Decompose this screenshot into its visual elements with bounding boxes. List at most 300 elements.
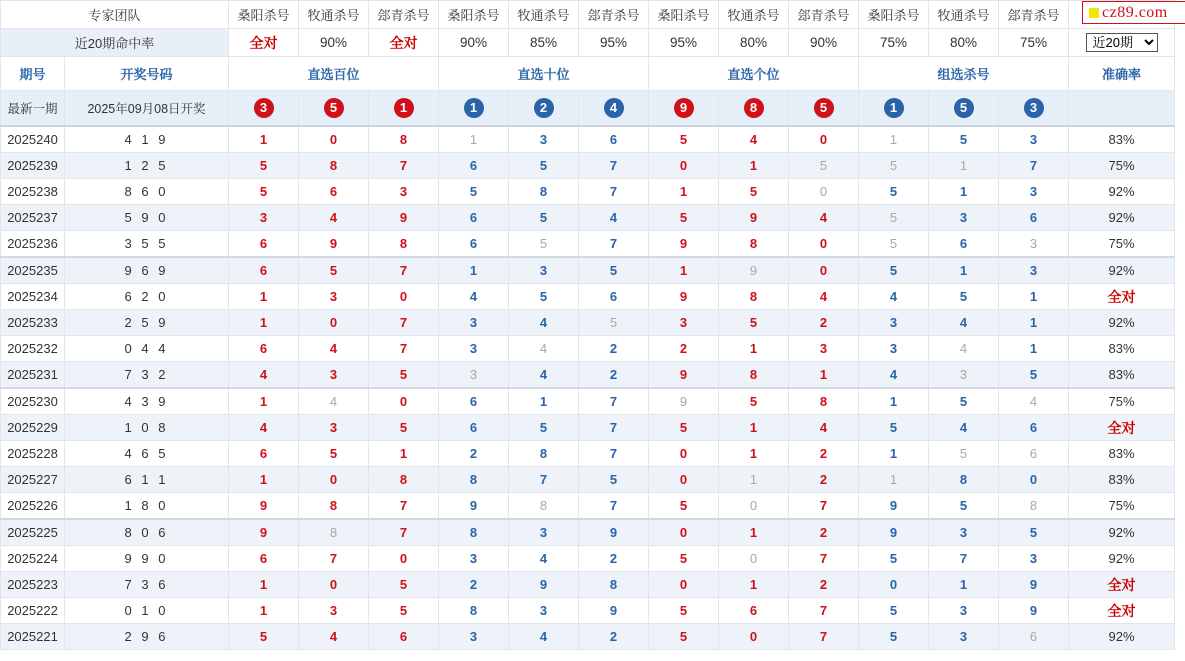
- kill-number: 7: [399, 341, 408, 356]
- kill-number: 9: [259, 525, 268, 540]
- kill-number: 5: [889, 420, 898, 435]
- kill-number: 0: [679, 472, 688, 487]
- issue-number: 2025225: [1, 519, 65, 546]
- kill-number: 1: [959, 158, 968, 173]
- draw-numbers: 7 3 2: [65, 362, 229, 389]
- kill-cell: [719, 153, 789, 179]
- issue-number: 2025229: [1, 415, 65, 441]
- kill-cell: [859, 336, 929, 362]
- kill-cell: [789, 205, 859, 231]
- kill-cell: [299, 572, 369, 598]
- kill-cell: [299, 336, 369, 362]
- expert-name[interactable]: 桑阳杀号: [649, 1, 719, 29]
- kill-number: 5: [1029, 525, 1038, 540]
- issue-number: 2025236: [1, 231, 65, 258]
- kill-number: 0: [329, 132, 338, 147]
- kill-number: 1: [259, 472, 268, 487]
- kill-cell: [369, 310, 439, 336]
- kill-number: 2: [469, 577, 478, 592]
- draw-numbers: 1 0 8: [65, 415, 229, 441]
- draw-numbers: 2 9 6: [65, 624, 229, 650]
- latest-pick-cell: [789, 91, 859, 127]
- kill-cell: [649, 467, 719, 493]
- table-row: [1, 415, 1175, 441]
- kill-cell: [439, 519, 509, 546]
- kill-cell: [299, 598, 369, 624]
- kill-cell: [999, 126, 1069, 153]
- kill-cell: [929, 493, 999, 520]
- kill-cell: [369, 467, 439, 493]
- kill-cell: [579, 179, 649, 205]
- accuracy-value: 全对: [1069, 598, 1175, 624]
- kill-cell: [929, 126, 999, 153]
- kill-number: 7: [539, 472, 548, 487]
- kill-number: 8: [399, 472, 408, 487]
- kill-cell: [719, 546, 789, 572]
- kill-number: 6: [469, 420, 478, 435]
- kill-number: 7: [399, 498, 408, 513]
- kill-number: 7: [819, 603, 828, 618]
- kill-cell: [229, 441, 299, 467]
- kill-cell: [789, 572, 859, 598]
- pick-ball: 1: [394, 98, 414, 118]
- kill-number: 4: [819, 420, 828, 435]
- kill-number: 9: [469, 498, 478, 513]
- kill-number: 1: [959, 577, 968, 592]
- kill-cell: [649, 519, 719, 546]
- pick-ball: 1: [884, 98, 904, 118]
- expert-name[interactable]: 桑阳杀号: [229, 1, 299, 29]
- hit-rate-row: [1, 29, 1175, 57]
- kill-cell: [579, 441, 649, 467]
- kill-number: 8: [329, 498, 338, 513]
- kill-number: 9: [679, 236, 688, 251]
- latest-pick-cell: [509, 91, 579, 127]
- kill-number: 1: [259, 132, 268, 147]
- kill-cell: [229, 310, 299, 336]
- kill-cell: [439, 546, 509, 572]
- issue-number: 2025233: [1, 310, 65, 336]
- kill-number: 1: [959, 184, 968, 199]
- kill-cell: [859, 546, 929, 572]
- kill-cell: [579, 284, 649, 310]
- latest-pick-cell: [369, 91, 439, 127]
- kill-cell: [859, 572, 929, 598]
- kill-number: 7: [329, 551, 338, 566]
- pick-ball: 8: [744, 98, 764, 118]
- expert-hit-rate: 全对: [369, 29, 439, 57]
- kill-number: 6: [749, 603, 758, 618]
- kill-number: 6: [469, 210, 478, 225]
- kill-number: 8: [539, 446, 548, 461]
- kill-cell: [369, 493, 439, 520]
- kill-number: 5: [959, 289, 968, 304]
- kill-cell: [439, 179, 509, 205]
- kill-number: 6: [469, 236, 478, 251]
- expert-hit-rate: 80%: [929, 29, 999, 57]
- kill-number: 2: [819, 315, 828, 330]
- expert-name[interactable]: 郐青杀号: [999, 1, 1069, 29]
- kill-cell: [859, 231, 929, 258]
- kill-cell: [509, 231, 579, 258]
- kill-cell: [369, 546, 439, 572]
- expert-name[interactable]: 牧通杀号: [509, 1, 579, 29]
- kill-cell: [579, 126, 649, 153]
- kill-cell: [649, 126, 719, 153]
- kill-cell: [929, 310, 999, 336]
- kill-number: 5: [889, 629, 898, 644]
- kill-number: 3: [539, 263, 548, 278]
- kill-cell: [999, 493, 1069, 520]
- draw-numbers: 0 1 0: [65, 598, 229, 624]
- issue-column-header: 期号: [1, 57, 65, 91]
- kill-cell: [369, 598, 439, 624]
- kill-number: 4: [329, 394, 338, 409]
- kill-number: 4: [959, 315, 968, 330]
- draw-numbers: 4 1 9: [65, 126, 229, 153]
- logo-text: cz89.com: [1102, 3, 1168, 21]
- kill-cell: [509, 546, 579, 572]
- kill-number: 5: [959, 498, 968, 513]
- accuracy-value: 92%: [1069, 179, 1175, 205]
- kill-number: 6: [469, 394, 478, 409]
- kill-cell: [229, 598, 299, 624]
- accuracy-value: 83%: [1069, 126, 1175, 153]
- kill-cell: [299, 546, 369, 572]
- kill-cell: [859, 284, 929, 310]
- kill-cell: [509, 624, 579, 650]
- kill-number: 0: [679, 158, 688, 173]
- kill-number: 5: [679, 420, 688, 435]
- kill-number: 2: [609, 341, 618, 356]
- kill-number: 0: [749, 551, 758, 566]
- kill-number: 3: [1029, 263, 1038, 278]
- kill-cell: [299, 231, 369, 258]
- kill-number: 6: [1029, 446, 1038, 461]
- kill-number: 1: [749, 446, 758, 461]
- kill-cell: [649, 205, 719, 231]
- expert-name[interactable]: 牧通杀号: [719, 1, 789, 29]
- kill-number: 9: [1029, 603, 1038, 618]
- kill-cell: [439, 284, 509, 310]
- kill-number: 3: [679, 315, 688, 330]
- expert-name[interactable]: 桑阳杀号: [859, 1, 929, 29]
- kill-cell: [369, 519, 439, 546]
- kill-number: 3: [469, 367, 478, 382]
- kill-number: 1: [1029, 315, 1038, 330]
- expert-hit-rate: 95%: [649, 29, 719, 57]
- kill-cell: [439, 153, 509, 179]
- kill-number: 5: [959, 394, 968, 409]
- kill-number: 0: [1029, 472, 1038, 487]
- kill-number: 7: [399, 315, 408, 330]
- kill-number: 0: [679, 446, 688, 461]
- kill-cell: [579, 336, 649, 362]
- kill-cell: [649, 231, 719, 258]
- expert-name[interactable]: 郐青杀号: [579, 1, 649, 29]
- kill-number: 6: [609, 132, 618, 147]
- kill-cell: [649, 598, 719, 624]
- kill-cell: [859, 598, 929, 624]
- latest-pick-cell: [649, 91, 719, 127]
- kill-number: 6: [259, 341, 268, 356]
- draw-numbers: 5 9 0: [65, 205, 229, 231]
- kill-number: 3: [959, 210, 968, 225]
- kill-cell: [299, 126, 369, 153]
- kill-number: 8: [959, 472, 968, 487]
- kill-cell: [649, 493, 719, 520]
- kill-number: 1: [469, 263, 478, 278]
- kill-cell: [439, 415, 509, 441]
- kill-number: 1: [889, 394, 898, 409]
- accuracy-value: 75%: [1069, 388, 1175, 415]
- accuracy-value: 75%: [1069, 493, 1175, 520]
- kill-number: 4: [539, 341, 548, 356]
- kill-cell: [369, 336, 439, 362]
- kill-number: 6: [259, 551, 268, 566]
- expert-name[interactable]: 郐青杀号: [789, 1, 859, 29]
- issue-number: 2025227: [1, 467, 65, 493]
- kill-cell: [999, 467, 1069, 493]
- kill-number: 3: [889, 341, 898, 356]
- kill-cell: [929, 231, 999, 258]
- expert-name[interactable]: 牧通杀号: [299, 1, 369, 29]
- kill-number: 0: [399, 551, 408, 566]
- kill-number: 7: [609, 236, 618, 251]
- latest-accuracy-cell: [1069, 91, 1175, 127]
- kill-cell: [649, 388, 719, 415]
- pick-ball: 2: [534, 98, 554, 118]
- kill-number: 2: [609, 629, 618, 644]
- kill-cell: [649, 572, 719, 598]
- kill-cell: [719, 284, 789, 310]
- kill-number: 8: [469, 603, 478, 618]
- draw-numbers: 4 3 9: [65, 388, 229, 415]
- kill-number: 7: [399, 525, 408, 540]
- kill-cell: [299, 624, 369, 650]
- draw-numbers: 0 4 4: [65, 336, 229, 362]
- kill-cell: [719, 441, 789, 467]
- kill-cell: [719, 336, 789, 362]
- kill-cell: [789, 179, 859, 205]
- kill-cell: [719, 598, 789, 624]
- kill-number: 4: [259, 367, 268, 382]
- kill-number: 9: [889, 525, 898, 540]
- kill-number: 3: [1029, 184, 1038, 199]
- expert-name[interactable]: 牧通杀号: [929, 1, 999, 29]
- kill-number: 5: [399, 420, 408, 435]
- issue-number: 2025239: [1, 153, 65, 179]
- kill-number: 9: [749, 263, 758, 278]
- pick-ball: 3: [254, 98, 274, 118]
- kill-number: 8: [469, 472, 478, 487]
- kill-number: 4: [329, 210, 338, 225]
- kill-cell: [719, 257, 789, 284]
- kill-number: 3: [469, 629, 478, 644]
- kill-cell: [719, 519, 789, 546]
- kill-cell: [509, 598, 579, 624]
- kill-number: 3: [539, 603, 548, 618]
- kill-number: 8: [399, 132, 408, 147]
- kill-cell: [369, 624, 439, 650]
- kill-cell: [509, 493, 579, 520]
- kill-number: 2: [609, 551, 618, 566]
- kill-cell: [439, 624, 509, 650]
- draw-numbers: 6 1 1: [65, 467, 229, 493]
- kill-cell: [649, 257, 719, 284]
- kill-cell: [229, 153, 299, 179]
- latest-pick-cell: [859, 91, 929, 127]
- kill-cell: [999, 415, 1069, 441]
- kill-cell: [929, 336, 999, 362]
- table-row: [1, 284, 1175, 310]
- table-row: [1, 624, 1175, 650]
- kill-number: 8: [749, 367, 758, 382]
- kill-number: 5: [749, 184, 758, 199]
- kill-cell: [999, 598, 1069, 624]
- table-row: [1, 519, 1175, 546]
- kill-number: 5: [609, 472, 618, 487]
- kill-number: 6: [1029, 629, 1038, 644]
- kill-number: 5: [679, 603, 688, 618]
- accuracy-value: 92%: [1069, 624, 1175, 650]
- kill-cell: [579, 493, 649, 520]
- kill-number: 9: [889, 498, 898, 513]
- kill-cell: [229, 467, 299, 493]
- kill-number: 0: [819, 263, 828, 278]
- kill-cell: [509, 205, 579, 231]
- kill-number: 3: [259, 210, 268, 225]
- pick-ball: 3: [1024, 98, 1044, 118]
- table-row: [1, 257, 1175, 284]
- kill-cell: [719, 310, 789, 336]
- kill-number: 3: [959, 629, 968, 644]
- kill-number: 0: [399, 289, 408, 304]
- kill-number: 4: [539, 551, 548, 566]
- kill-cell: [859, 310, 929, 336]
- kill-cell: [229, 231, 299, 258]
- kill-cell: [789, 598, 859, 624]
- kill-cell: [999, 362, 1069, 389]
- kill-number: 7: [609, 498, 618, 513]
- latest-label: 最新一期: [1, 91, 65, 127]
- kill-number: 0: [819, 132, 828, 147]
- kill-number: 4: [959, 420, 968, 435]
- table-row: [1, 441, 1175, 467]
- kill-cell: [929, 598, 999, 624]
- kill-number: 7: [819, 551, 828, 566]
- expert-hit-rate: 75%: [859, 29, 929, 57]
- kill-number: 1: [819, 367, 828, 382]
- kill-cell: [999, 388, 1069, 415]
- kill-number: 0: [329, 472, 338, 487]
- kill-number: 1: [1029, 289, 1038, 304]
- kill-number: 3: [959, 603, 968, 618]
- kill-cell: [579, 310, 649, 336]
- kill-cell: [999, 624, 1069, 650]
- kill-number: 1: [539, 394, 548, 409]
- kill-number: 3: [1029, 132, 1038, 147]
- site-logo[interactable]: [1082, 1, 1185, 24]
- kill-cell: [579, 153, 649, 179]
- kill-number: 1: [679, 184, 688, 199]
- period-range-select[interactable]: [1086, 33, 1158, 52]
- kill-number: 1: [749, 158, 758, 173]
- latest-pick-cell: [719, 91, 789, 127]
- kill-number: 4: [539, 367, 548, 382]
- kill-number: 3: [399, 184, 408, 199]
- kill-cell: [299, 153, 369, 179]
- kill-number: 9: [259, 498, 268, 513]
- kill-cell: [509, 310, 579, 336]
- kill-number: 0: [399, 394, 408, 409]
- kill-number: 6: [1029, 420, 1038, 435]
- kill-cell: [299, 519, 369, 546]
- latest-pick-cell: [999, 91, 1069, 127]
- kill-number: 5: [959, 446, 968, 461]
- kill-number: 9: [539, 577, 548, 592]
- kill-cell: [929, 388, 999, 415]
- kill-number: 2: [469, 446, 478, 461]
- issue-number: 2025240: [1, 126, 65, 153]
- kill-cell: [859, 415, 929, 441]
- expert-hit-rate: 85%: [509, 29, 579, 57]
- kill-cell: [369, 362, 439, 389]
- kill-cell: [509, 441, 579, 467]
- period-select-cell: [1069, 29, 1175, 57]
- draw-numbers: 2 5 9: [65, 310, 229, 336]
- kill-cell: [999, 231, 1069, 258]
- kill-cell: [859, 205, 929, 231]
- latest-pick-cell: [579, 91, 649, 127]
- kill-cell: [439, 336, 509, 362]
- kill-number: 5: [749, 394, 758, 409]
- kill-cell: [929, 519, 999, 546]
- kill-cell: [999, 153, 1069, 179]
- accuracy-value: 83%: [1069, 362, 1175, 389]
- kill-cell: [929, 572, 999, 598]
- kill-number: 9: [329, 236, 338, 251]
- expert-hit-rate: 90%: [789, 29, 859, 57]
- issue-number: 2025234: [1, 284, 65, 310]
- kill-cell: [719, 388, 789, 415]
- kill-number: 1: [259, 289, 268, 304]
- kill-cell: [509, 388, 579, 415]
- kill-cell: [789, 284, 859, 310]
- kill-number: 6: [469, 158, 478, 173]
- issue-number: 2025221: [1, 624, 65, 650]
- expert-name[interactable]: 桑阳杀号: [439, 1, 509, 29]
- kill-cell: [439, 362, 509, 389]
- expert-header-row: [1, 1, 1175, 29]
- kill-cell: [719, 179, 789, 205]
- kill-cell: [789, 126, 859, 153]
- accuracy-value: 75%: [1069, 153, 1175, 179]
- kill-cell: [439, 467, 509, 493]
- issue-number: 2025231: [1, 362, 65, 389]
- group-column-header: 组选杀号: [859, 57, 1069, 91]
- kill-cell: [299, 493, 369, 520]
- kill-number: 5: [539, 210, 548, 225]
- expert-name[interactable]: 郐青杀号: [369, 1, 439, 29]
- kill-cell: [299, 362, 369, 389]
- kill-number: 5: [889, 263, 898, 278]
- kill-number: 7: [609, 394, 618, 409]
- kill-cell: [509, 153, 579, 179]
- pick-ball: 4: [604, 98, 624, 118]
- kill-cell: [649, 336, 719, 362]
- kill-number: 2: [819, 472, 828, 487]
